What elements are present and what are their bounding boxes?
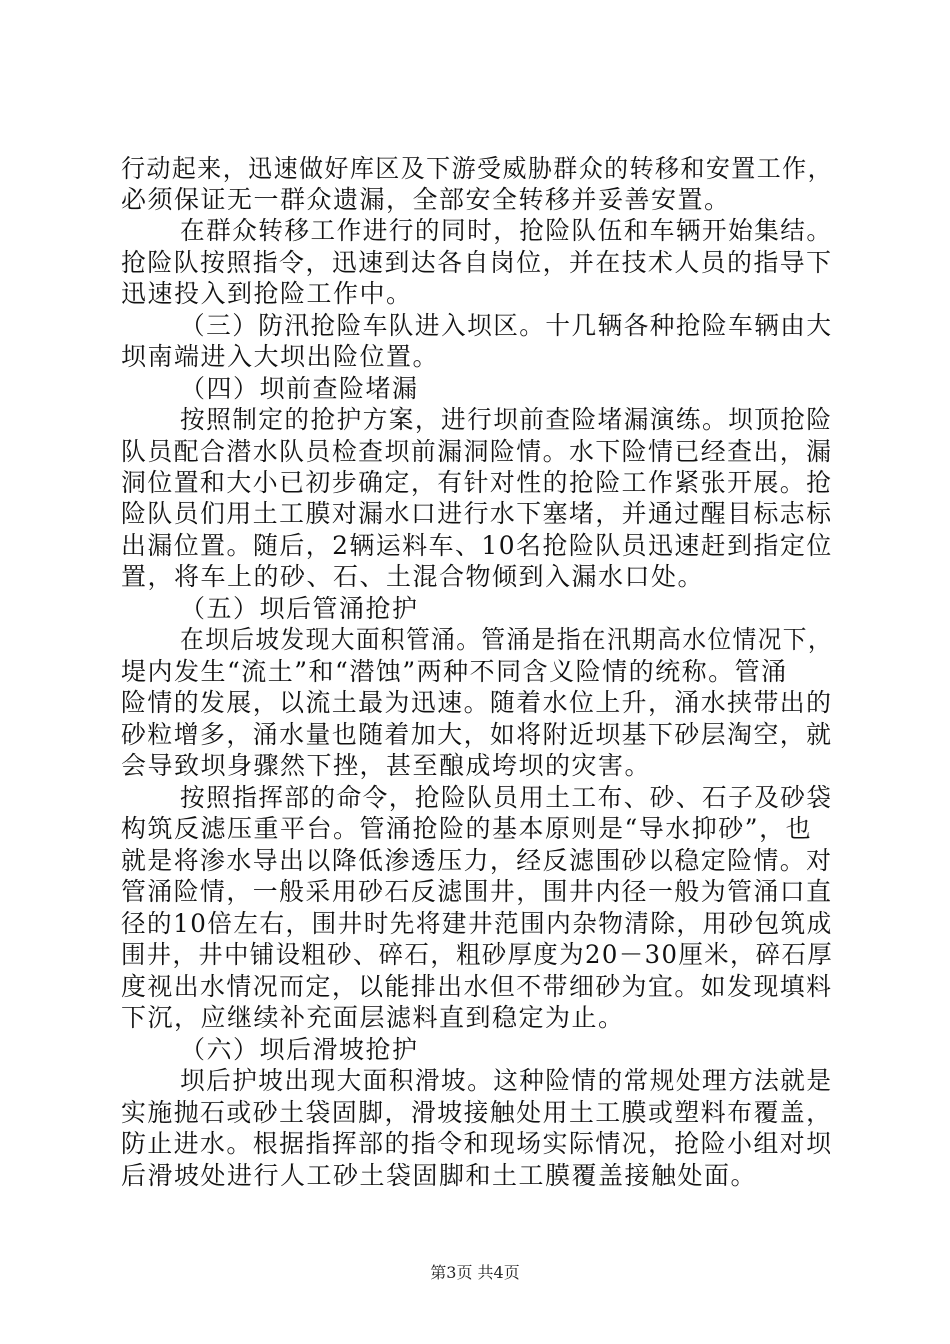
text-line: （三）防汛抢险车队进入坝区。十几辆各种抢险车辆由大: [180, 311, 833, 340]
text-line: 构筑反滤压重平台。管涌抢险的基本原则是“导水抑砂”，也: [121, 814, 813, 843]
text-line: （六）坝后滑坡抢护: [180, 1035, 419, 1064]
text-line: （五）坝后管涌抢护: [180, 594, 419, 623]
text-line: 抢险队按照指令，迅速到达各自岗位，并在技术人员的指导下: [121, 248, 833, 277]
text-line: 行动起来，迅速做好库区及下游受威胁群众的转移和安置工作，: [121, 154, 834, 183]
text-line: 防止进水。根据指挥部的指令和现场实际情况，抢险小组对坝: [121, 1129, 833, 1158]
text-line: 度视出水情况而定，以能排出水但不带细砂为宜。如发现填料: [121, 972, 833, 1001]
text-line: 队员配合潜水队员检查坝前漏洞险情。水下险情已经查出，漏: [121, 437, 833, 466]
text-line: 迅速投入到抢险工作中。: [121, 279, 413, 308]
text-line: 砂粒增多，涌水量也随着加大，如将附近坝基下砂层淘空，就: [121, 720, 833, 749]
text-line: 围井，井中铺设粗砂、碎石，粗砂厚度为20－30厘米，碎石厚: [121, 940, 834, 969]
text-line: 按照指挥部的命令，抢险队员用土工布、砂、石子及砂袋: [180, 783, 833, 812]
text-line: 在坝后坡发现大面积管涌。管涌是指在汛期高水位情况下，: [180, 625, 834, 654]
text-line: 险队员们用土工膜对漏水口进行水下塞堵，并通过醒目标志标: [121, 499, 833, 528]
text-line: 在群众转移工作进行的同时，抢险队伍和车辆开始集结。: [180, 216, 833, 245]
text-line: 实施抛石或砂土袋固脚，滑坡接触处用土工膜或塑料布覆盖，: [121, 1098, 833, 1127]
text-line: 坝南端进入大坝出险位置。: [121, 342, 440, 371]
text-line: 险情的发展，以流土最为迅速。随着水位上升，涌水挟带出的: [121, 688, 833, 717]
text-line: 洞位置和大小已初步确定，有针对性的抢险工作紧张开展。抢: [121, 468, 833, 497]
text-line: 按照制定的抢护方案，进行坝前查险堵漏演练。坝顶抢险: [180, 405, 833, 434]
text-line: 径的10倍左右，围井时先将建井范围内杂物清除，用砂包筑成: [121, 909, 833, 938]
text-line: 出漏位置。随后，2辆运料车、10名抢险队员迅速赶到指定位: [121, 531, 833, 560]
text-line: 后滑坡处进行人工砂土袋固脚和土工膜覆盖接触处面。: [121, 1161, 758, 1190]
text-line: 堤内发生“流土”和“潜蚀”两种不同含义险情的统称。管涌: [121, 657, 788, 686]
text-line: 就是将渗水导出以降低渗透压力，经反滤围砂以稳定险情。对: [121, 846, 833, 875]
text-line: 会导致坝身骤然下挫，甚至酿成垮坝的灾害。: [121, 751, 652, 780]
page-footer: 第3页 共4页: [430, 1263, 520, 1282]
text-line: （四）坝前查险堵漏: [180, 374, 419, 403]
text-line: 坝后护坡出现大面积滑坡。这种险情的常规处理方法就是: [180, 1066, 833, 1095]
text-line: 下沉，应继续补充面层滤料直到稳定为止。: [121, 1003, 625, 1032]
text-line: 必须保证无一群众遗漏，全部安全转移并妥善安置。: [121, 185, 731, 214]
text-line: 置，将车上的砂、石、土混合物倾到入漏水口处。: [121, 562, 705, 591]
text-line: 管涌险情，一般采用砂石反滤围井，围井内径一般为管涌口直: [121, 877, 833, 906]
